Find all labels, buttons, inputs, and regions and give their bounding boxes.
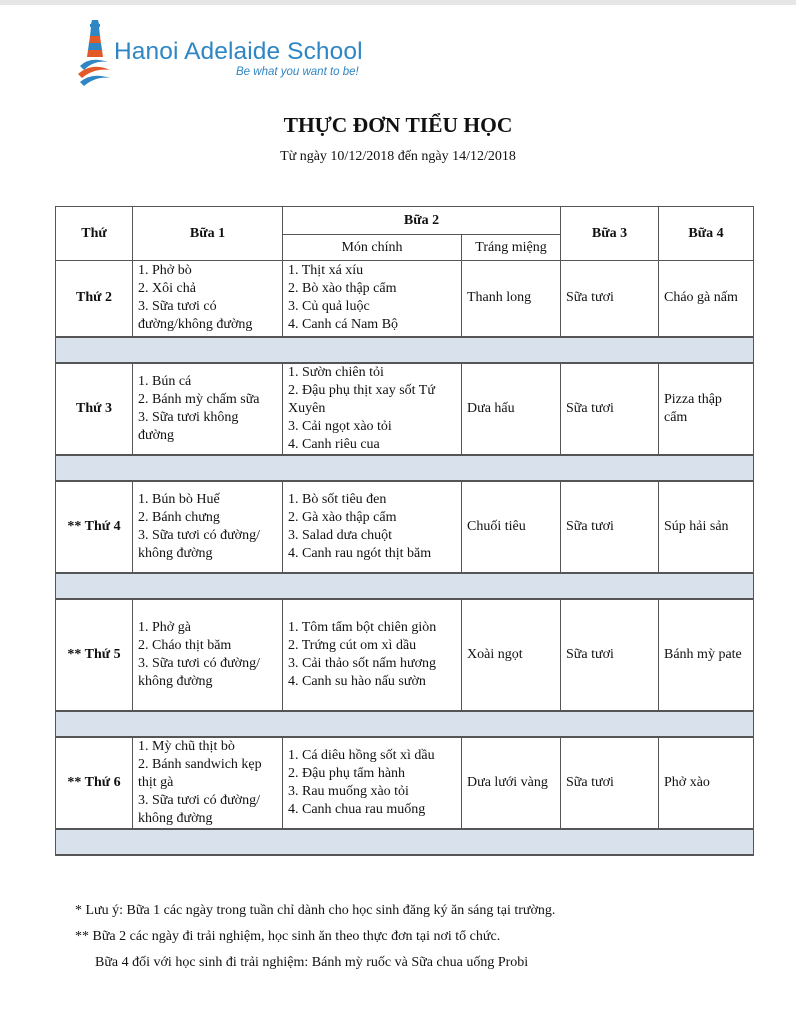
separator-row (56, 573, 754, 599)
meal1-cell (133, 261, 283, 337)
school-name: Hanoi Adelaide School (114, 38, 363, 65)
top-border (0, 0, 796, 5)
dessert-cell: Dưa lưới vàng (462, 737, 561, 829)
header-meal1: Bữa 1 (133, 207, 283, 261)
meal1-cell-item: 1. Phở bò (138, 263, 192, 279)
menu-row (56, 737, 754, 829)
main-dish-cell (283, 481, 462, 573)
main-dish-cell-item: 3. Rau muống xào tỏi (288, 783, 409, 799)
menu-row (56, 363, 754, 455)
meal1-cell-item: 1. Mỳ chũ thịt bò (138, 738, 235, 754)
header-dessert: Tráng miệng (462, 235, 561, 261)
header-meal3: Bữa 3 (561, 207, 659, 261)
meal1-cell-item: 2. Bánh chưng (138, 509, 220, 525)
menu-table (55, 206, 754, 856)
separator-row (56, 455, 754, 481)
meal1-cell-item: 2. Xôi chả (138, 281, 196, 297)
meal4-cell: Bánh mỳ pate (659, 599, 754, 711)
main-dish-cell-item: 4. Canh su hào nấu sườn (288, 673, 426, 689)
main-dish-cell-item: 3. Củ quả luộc (288, 299, 370, 315)
main-dish-cell-item: 2. Đậu phụ thịt xay sốt Tứ Xuyên (288, 382, 435, 416)
day-cell: ** Thứ 6 (56, 737, 133, 829)
day-cell: ** Thứ 4 (56, 481, 133, 573)
main-dish-cell-item: 4. Canh chua rau muống (288, 801, 426, 817)
main-dish-cell (283, 737, 462, 829)
meal1-cell-item: 1. Bún cá (138, 373, 192, 389)
separator-cell (56, 829, 754, 855)
dessert-cell: Chuối tiêu (462, 481, 561, 573)
meal3-cell: Sữa tươi (561, 261, 659, 337)
meal3-cell: Sữa tươi (561, 737, 659, 829)
note-2: ** Bữa 2 các ngày đi trải nghiệm, học sinh ăn theo thực đơn tại nơi tổ chức. (75, 929, 501, 944)
meal1-cell (133, 481, 283, 573)
meal1-cell-item: 2. Bánh mỳ chấm sữa (138, 391, 260, 407)
dessert-cell: Thanh long (462, 261, 561, 337)
meal4-cell: Súp hải sản (659, 481, 754, 573)
meal1-cell-item: 3. Sữa tươi có đường/ không đường (138, 792, 260, 826)
meal1-cell (133, 737, 283, 829)
separator-row (56, 829, 754, 855)
meal1-cell-item: 3. Sữa tươi có đường/ không đường (138, 655, 260, 689)
notes (75, 898, 555, 976)
header-main-dish: Món chính (283, 235, 462, 261)
menu-row (56, 261, 754, 337)
separator-cell (56, 455, 754, 481)
separator-cell (56, 573, 754, 599)
meal4-cell: Pizza thập cẩm (659, 363, 754, 455)
meal1-cell-item: 3. Sữa tươi có đường/không đường (138, 299, 253, 333)
separator-cell (56, 711, 754, 737)
separator-cell (56, 337, 754, 363)
main-dish-cell-item: 1. Tôm tẩm bột chiên giòn (288, 619, 437, 635)
main-dish-cell-item: 3. Salad dưa chuột (288, 527, 393, 543)
day-cell: Thứ 2 (56, 261, 133, 337)
note-1: * Lưu ý: Bữa 1 các ngày trong tuần chỉ dành cho học sinh đăng ký ăn sáng tại trường. (75, 903, 556, 918)
separator-row (56, 337, 754, 363)
header-day: Thứ (56, 207, 133, 261)
main-dish-cell-item: 2. Bò xào thập cẩm (288, 281, 397, 297)
meal1-cell-item: 3. Sữa tươi không đường (138, 409, 239, 443)
main-dish-cell-item: 3. Cải ngọt xào tỏi (288, 418, 392, 434)
day-cell: ** Thứ 5 (56, 599, 133, 711)
meal3-cell: Sữa tươi (561, 363, 659, 455)
meal1-cell-item: 3. Sữa tươi có đường/ không đường (138, 527, 260, 561)
main-dish-cell-item: 2. Trứng cút om xì dầu (288, 637, 417, 653)
meal3-cell: Sữa tươi (561, 599, 659, 711)
main-dish-cell (283, 261, 462, 337)
dessert-cell: Xoài ngọt (462, 599, 561, 711)
main-dish-cell (283, 599, 462, 711)
day-cell: Thứ 3 (56, 363, 133, 455)
menu-row (56, 599, 754, 711)
main-dish-cell-item: 4. Canh rau ngót thịt băm (288, 545, 432, 561)
header-meal2: Bữa 2 (283, 207, 561, 235)
menu-row (56, 481, 754, 573)
lighthouse-icon (78, 16, 112, 86)
meal4-cell: Cháo gà nấm (659, 261, 754, 337)
note-3: Bữa 4 đối với học sinh đi trải nghiệm: Bánh mỳ ruốc và Sữa chua uống Probi (95, 955, 529, 970)
main-dish-cell-item: 2. Gà xào thập cẩm (288, 509, 397, 525)
page-title: THỰC ĐƠN TIỂU HỌC (283, 113, 513, 137)
meal3-cell: Sữa tươi (561, 481, 659, 573)
main-dish-cell-item: 1. Sườn chiên tỏi (288, 364, 384, 380)
main-dish-cell-item: 1. Cá diêu hồng sốt xì dầu (288, 747, 435, 763)
main-dish-cell-item: 1. Bò sốt tiêu đen (288, 491, 387, 507)
main-dish-cell-item: 1. Thịt xá xíu (288, 263, 364, 279)
main-dish-cell-item: 4. Canh riêu cua (288, 436, 380, 452)
main-dish-cell-item: 2. Đậu phụ tẩm hành (288, 765, 406, 781)
school-logo (78, 16, 378, 88)
meal1-cell-item: 1. Bún bò Huế (138, 491, 220, 507)
meal1-cell (133, 363, 283, 455)
meal1-cell-item: 1. Phở gà (138, 619, 191, 635)
main-dish-cell-item: 4. Canh cá Nam Bộ (288, 317, 399, 333)
main-dish-cell (283, 363, 462, 455)
separator-row (56, 711, 754, 737)
dessert-cell: Dưa hấu (462, 363, 561, 455)
meal1-cell (133, 599, 283, 711)
meal1-cell-item: 2. Cháo thịt băm (138, 637, 232, 653)
meal4-cell: Phở xào (659, 737, 754, 829)
header-meal4: Bữa 4 (659, 207, 754, 261)
menu-body (56, 261, 754, 855)
date-range: Từ ngày 10/12/2018 đến ngày 14/12/2018 (280, 149, 516, 164)
main-dish-cell-item: 3. Cải thảo sốt nấm hương (288, 655, 436, 671)
school-tagline: Be what you want to be! (236, 66, 359, 78)
meal1-cell-item: 2. Bánh sandwich kẹp thịt gà (138, 756, 262, 790)
